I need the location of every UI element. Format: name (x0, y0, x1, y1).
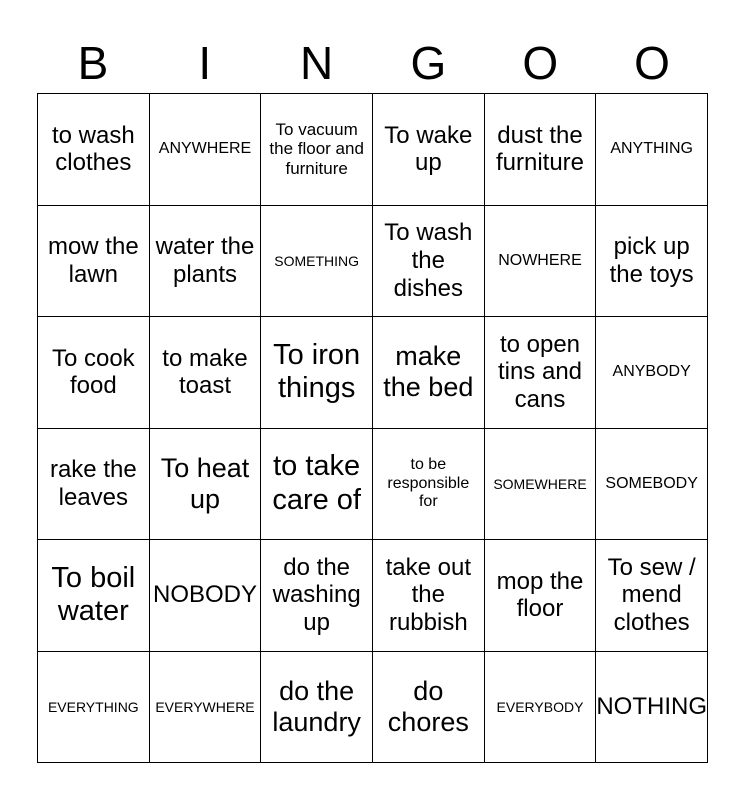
header-letter-o: O (522, 37, 559, 89)
header-letter-o-2: O (634, 37, 670, 89)
bingo-cell[interactable]: mop the floor (485, 540, 597, 652)
bingo-cell[interactable]: To iron things (261, 317, 373, 429)
bingo-cell[interactable]: dust the furniture (485, 94, 597, 206)
header-letter-i: I (198, 37, 212, 89)
header-letter-g: G (410, 37, 447, 89)
bingo-header (37, 34, 708, 92)
bingo-cell[interactable]: To wake up (373, 94, 485, 206)
bingo-cell[interactable]: EVERYTHING (38, 652, 150, 764)
bingo-cell[interactable]: NOTHING (596, 652, 708, 764)
bingo-cell[interactable]: SOMETHING (261, 206, 373, 318)
bingo-cell[interactable]: EVERYWHERE (150, 652, 262, 764)
bingo-cell[interactable]: To cook food (38, 317, 150, 429)
header-letter-b: B (77, 37, 109, 89)
bingo-cell[interactable]: To wash the dishes (373, 206, 485, 318)
bingo-cell[interactable]: make the bed (373, 317, 485, 429)
bingo-cell[interactable]: EVERYBODY (485, 652, 597, 764)
bingo-cell[interactable]: To sew / mend clothes (596, 540, 708, 652)
bingo-cell[interactable]: mow the lawn (38, 206, 150, 318)
bingo-cell[interactable]: ANYBODY (596, 317, 708, 429)
bingo-cell[interactable]: water the plants (150, 206, 262, 318)
bingo-cell[interactable]: pick up the toys (596, 206, 708, 318)
bingo-cell[interactable]: SOMEBODY (596, 429, 708, 541)
bingo-cell[interactable]: NOWHERE (485, 206, 597, 318)
bingo-cell[interactable]: SOMEWHERE (485, 429, 597, 541)
bingo-cell[interactable]: ANYTHING (596, 94, 708, 206)
bingo-cell[interactable]: to take care of (261, 429, 373, 541)
bingo-cell[interactable]: ANYWHERE (150, 94, 262, 206)
bingo-cell[interactable]: to make toast (150, 317, 262, 429)
header-letter-n: N (299, 37, 334, 89)
bingo-board (37, 93, 708, 763)
bingo-cell[interactable]: to wash clothes (38, 94, 150, 206)
bingo-cell[interactable]: do the washing up (261, 540, 373, 652)
bingo-cell[interactable]: rake the leaves (38, 429, 150, 541)
bingo-cell[interactable]: To vacuum the floor and furniture (261, 94, 373, 206)
bingo-cell[interactable]: to open tins and cans (485, 317, 597, 429)
bingo-cell[interactable]: To boil water (38, 540, 150, 652)
bingo-cell[interactable]: NOBODY (150, 540, 262, 652)
bingo-cell[interactable]: to be responsible for (373, 429, 485, 541)
bingo-cell[interactable]: To heat up (150, 429, 262, 541)
bingo-cell[interactable]: take out the rubbish (373, 540, 485, 652)
bingo-cell[interactable]: do the laundry (261, 652, 373, 764)
bingo-cell[interactable]: do chores (373, 652, 485, 764)
